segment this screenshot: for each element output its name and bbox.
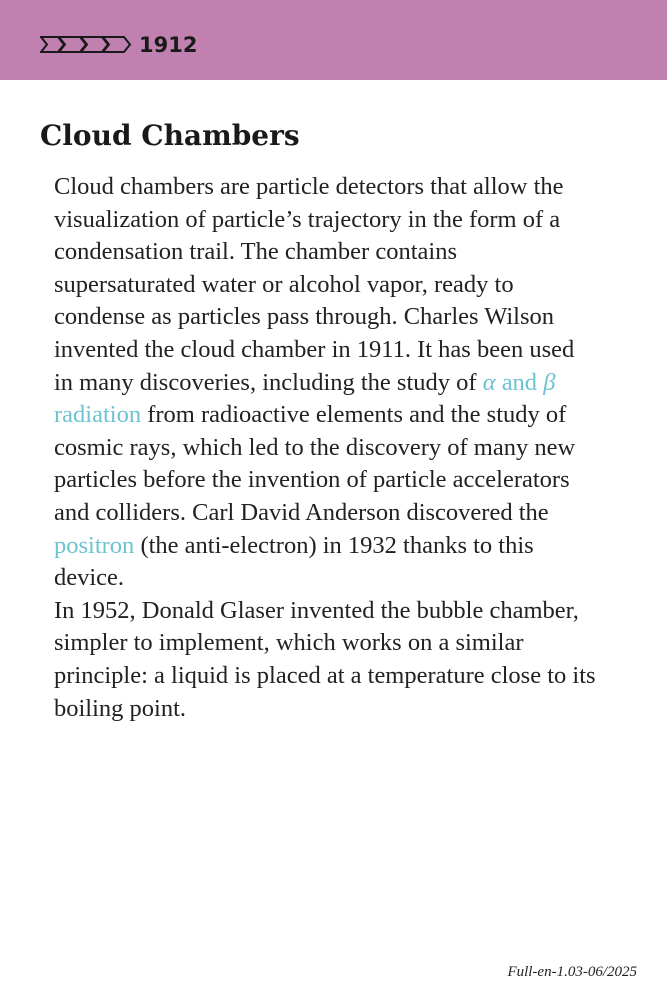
year-label: 1912 [139,33,198,57]
article-body [54,171,599,725]
and-text: and [495,368,544,396]
radiation-text: radiation [54,401,142,429]
version-footer: Full-en-1.03-06/2025 [507,964,637,980]
timeline-arrows-icon [40,36,132,53]
positron-link[interactable]: positron [54,531,135,559]
paragraph-1-text-end: (the anti-electron) in 1932 thanks to this device. [54,531,534,592]
beta-symbol: β [543,368,556,396]
paragraph-1 [54,171,599,595]
paragraph-2: In 1952, Donald Glaser invented the bubble chamber, simpler to implement, which works on a similar principle: a liquid is placed at a temperature close to its boiling point. [54,596,596,722]
paragraph-1-text-start: Cloud chambers are particle detectors that allow the visualization of particle’s trajectory in the form of a condensation trail. The chamber contains supersaturated water or alcohol vapor, ready to condense as particles pass through. Charles Wilson invented the cloud chamber in 1911. It has been used in many discoveries, including the study of [54,173,575,396]
paragraph-1-text-middle: from radioactive elements and the study of cosmic rays, which led to the discovery of many new particles before the invention of particle accelerators and colliders. Carl David Anderson discovered the [54,401,576,526]
page-title: Cloud Chambers [40,119,300,152]
alpha-symbol: α [482,368,496,396]
